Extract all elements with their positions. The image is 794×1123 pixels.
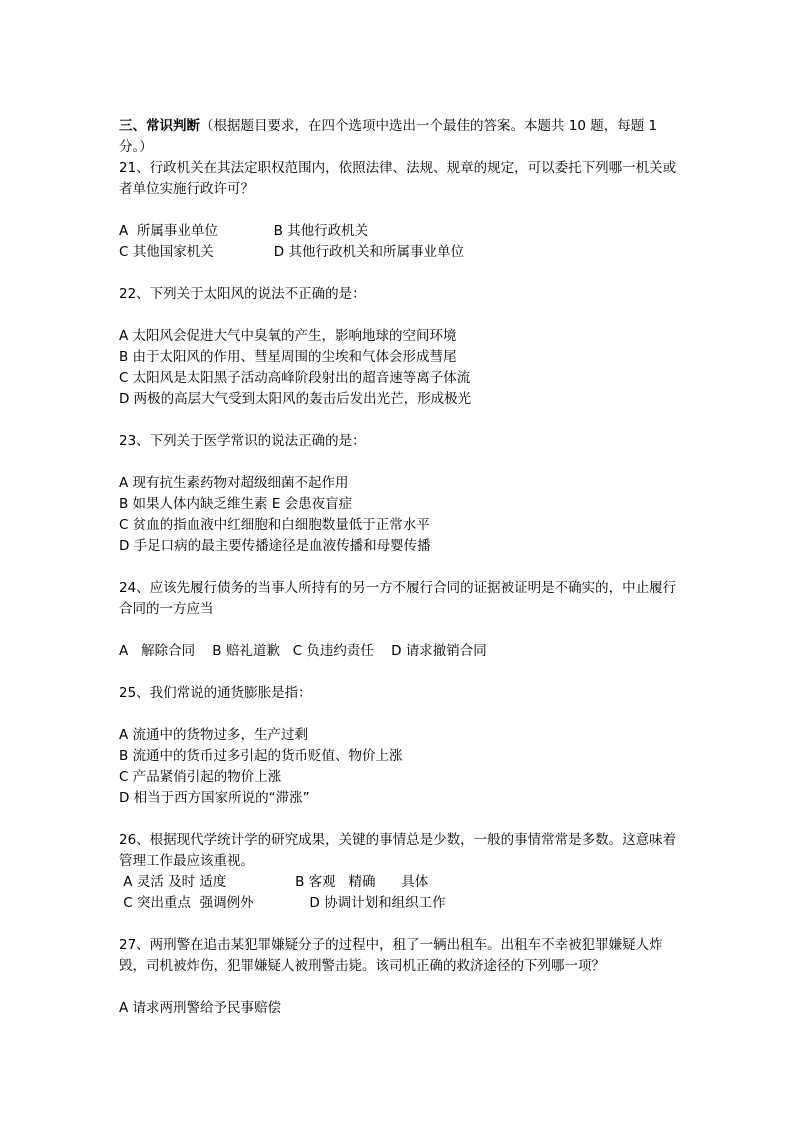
question-26-stem: 26、根据现代学统计学的研究成果，关键的事情总是少数，一般的事情常常是多数。这意味着管理工作最应该重视。 [119, 832, 677, 869]
question-23-option-d: D 手足口病的最主要传播途径是血液传播和母婴传播 [119, 538, 431, 554]
question-21-stem: 21、行政机关在其法定职权范围内，依照法律、法规、规章的规定，可以委托下列哪一机关或者单位实施行政许可？ [119, 160, 677, 197]
question-25-option-c: C 产品紧俏引起的物价上涨 [119, 769, 282, 785]
section-title: 三、常识判断 [119, 118, 200, 134]
question-23-option-c: C 贫血的指血液中红细胞和白细胞数量低于正常水平 [119, 517, 430, 533]
question-25-option-d: D 相当于西方国家所说的“滞涨” [119, 790, 310, 806]
question-27-option-a: A 请求两刑警给予民事赔偿 [119, 1000, 282, 1016]
spacer [119, 557, 679, 578]
question-21-options-row-2: C 其他国家机关 D 其他行政机关和所属事业单位 [119, 244, 464, 260]
section-instruction: （根据题目要求，在四个选项中选出一个最佳的答案。本题共 10 题，每题 1 分。） [119, 118, 662, 155]
question-22-stem: 22、下列关于太阳风的说法不正确的是： [119, 286, 366, 302]
question-25-option-a: A 流通中的货物过多，生产过剩 [119, 727, 309, 743]
spacer [119, 914, 679, 935]
question-25-stem: 25、我们常说的通货膨胀是指： [119, 685, 312, 701]
question-24-stem: 24、应该先履行债务的当事人所持有的另一方不履行合同的证据被证明是不确实的，中止履行合同的一方应当 [119, 580, 677, 617]
spacer [119, 305, 679, 326]
question-23-stem: 23、下列关于医学常识的说法正确的是： [119, 433, 366, 449]
spacer [119, 662, 679, 683]
spacer [119, 704, 679, 725]
question-23-option-b: B 如果人体内缺乏维生素 E 会患夜盲症 [119, 496, 353, 512]
document-body [119, 116, 679, 1019]
question-22-option-b: B 由于太阳风的作用、彗星周围的尘埃和气体会形成彗尾 [119, 349, 457, 365]
spacer [119, 410, 679, 431]
question-23-option-a: A 现有抗生素药物对超级细菌不起作用 [119, 475, 349, 491]
spacer [119, 200, 679, 221]
question-22-option-d: D 两极的高层大气受到太阳风的轰击后发出光芒，形成极光 [119, 391, 472, 407]
question-21-options-row-1: A 所属事业单位 B 其他行政机关 [119, 223, 369, 239]
question-24-options-row: A 解除合同 B 赔礼道歉 C 负违约责任 D 请求撤销合同 [119, 643, 487, 659]
question-26-options-row-2: C 突出重点 强调例外 D 协调计划和组织工作 [119, 895, 446, 911]
section-header [119, 116, 679, 158]
spacer [119, 263, 679, 284]
spacer [119, 809, 679, 830]
question-22-option-c: C 太阳风是太阳黑子活动高峰阶段射出的超音速等离子体流 [119, 370, 471, 386]
spacer [119, 452, 679, 473]
question-26-options-row-1: A 灵活 及时 适度 B 客观 精确 具体 [119, 874, 429, 890]
question-27-stem: 27、两刑警在追击某犯罪嫌疑分子的过程中，租了一辆出租车。出租车不幸被犯罪嫌疑人炸毁，司机被炸伤，犯罪嫌疑人被刑警击毙。该司机正确的救济途径的下列哪一项？ [119, 937, 663, 974]
question-25-option-b: B 流通中的货币过多引起的货币贬值、物价上涨 [119, 748, 403, 764]
spacer [119, 620, 679, 641]
spacer [119, 977, 679, 998]
question-22-option-a: A 太阳风会促进大气中臭氧的产生，影响地球的空间环境 [119, 328, 457, 344]
